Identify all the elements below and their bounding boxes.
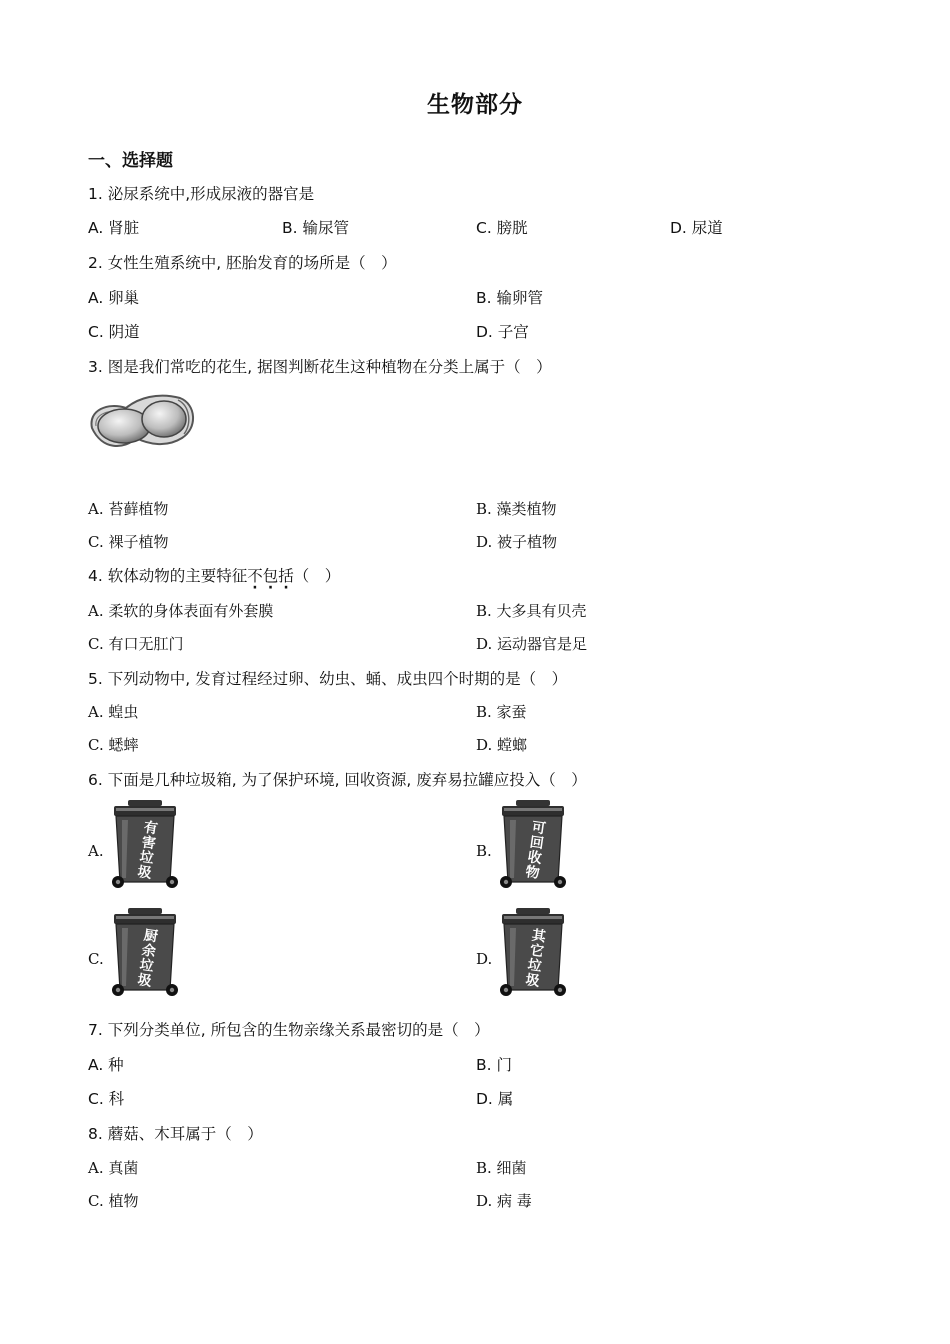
page-title: 生物部分 xyxy=(427,92,523,118)
question-4-option-c: C. 有口无肛门 xyxy=(88,635,184,653)
emphasis-char-2: 包 xyxy=(262,567,279,585)
bin-label-char: 圾 xyxy=(136,864,153,882)
question-7-option-d: D. 属 xyxy=(476,1090,514,1108)
question-5-option-b: B. 家蚕 xyxy=(476,703,527,721)
question-3-option-a: A. 苔藓植物 xyxy=(88,500,169,518)
question-4-stem xyxy=(88,564,340,586)
question-6-stem: 6. 下面是几种垃圾箱, 为了保护环境, 回收资源, 废弃易拉罐应投入（ ） xyxy=(88,771,587,789)
question-2-option-c: C. 阴道 xyxy=(88,323,140,341)
bin-label-char: 可 xyxy=(530,819,547,838)
question-5-option-c: C. 蟋蟀 xyxy=(88,736,139,754)
question-2-stem: 2. 女性生殖系统中, 胚胎发育的场所是（ ） xyxy=(88,254,397,272)
section-heading: 一、选择题 xyxy=(88,151,173,171)
peanut-image xyxy=(86,388,198,454)
trash-bin-other-image xyxy=(496,906,570,1004)
question-8-option-d: D. 病 毒 xyxy=(476,1192,532,1210)
question-2-option-d: D. 子宫 xyxy=(476,323,529,341)
question-6-option-b: B. xyxy=(476,842,492,860)
question-3-option-b: B. 藻类植物 xyxy=(476,500,557,518)
question-2-option-a: A. 卵巢 xyxy=(88,289,140,307)
question-5-stem: 5. 下列动物中, 发育过程经过卵、幼虫、蛹、成虫四个时期的是（ ） xyxy=(88,670,568,688)
question-7-stem: 7. 下列分类单位, 所包含的生物亲缘关系最密切的是（ ） xyxy=(88,1021,490,1039)
bin-label-char: 收 xyxy=(526,849,543,868)
question-6-option-d: D. xyxy=(476,950,493,968)
bin-label-char: 余 xyxy=(140,942,157,961)
bin-label-char: 圾 xyxy=(524,972,541,990)
question-5-option-a: A. 蝗虫 xyxy=(88,703,139,721)
question-7-option-a: A. 种 xyxy=(88,1056,124,1074)
bin-label-char: 厨 xyxy=(142,927,159,946)
emphasis-char-1: 不 xyxy=(247,567,263,585)
bin-label-char: 物 xyxy=(524,864,541,882)
question-1-option-c: C. 膀胱 xyxy=(476,219,528,237)
bin-label-char: 它 xyxy=(528,942,545,961)
question-4-option-d: D. 运动器官是足 xyxy=(476,635,588,653)
question-2-option-b: B. 输卵管 xyxy=(476,289,543,307)
bin-label-char: 垃 xyxy=(138,849,155,868)
question-3-option-d: D. 被子植物 xyxy=(476,533,558,551)
trash-bin-hazardous-image xyxy=(108,798,182,896)
question-4-option-b: B. 大多具有贝壳 xyxy=(476,602,587,620)
question-6-option-a: A. xyxy=(88,842,104,860)
question-8-option-c: C. 植物 xyxy=(88,1192,139,1210)
question-6-option-c: C. xyxy=(88,950,104,968)
question-1-option-d: D. 尿道 xyxy=(670,219,723,237)
emphasis-char-3: 括 xyxy=(278,567,294,585)
trash-bin-recyclable-image xyxy=(496,798,570,896)
bin-label-char: 有 xyxy=(142,819,159,838)
trash-bin-kitchen-image xyxy=(108,906,182,1004)
bin-label-char: 害 xyxy=(140,834,157,853)
question-4-stem-prefix: 4. 软体动物的主要特征 xyxy=(88,567,248,585)
question-4-stem-suffix: （ ） xyxy=(293,567,341,585)
question-4-option-a: A. 柔软的身体表面有外套膜 xyxy=(88,602,274,620)
question-1-stem: 1. 泌尿系统中,形成尿液的器官是 xyxy=(88,185,315,203)
question-8-option-a: A. 真菌 xyxy=(88,1159,139,1177)
bin-label-char: 其 xyxy=(530,927,547,946)
question-7-option-b: B. 门 xyxy=(476,1056,512,1074)
question-1-option-b: B. 输尿管 xyxy=(282,219,349,237)
question-3-stem: 3. 图是我们常吃的花生, 据图判断花生这种植物在分类上属于（ ） xyxy=(88,358,552,376)
question-1-option-a: A. 肾脏 xyxy=(88,219,140,237)
bin-label-char: 回 xyxy=(528,834,545,853)
question-8-option-b: B. 细菌 xyxy=(476,1159,527,1177)
bin-label-char: 垃 xyxy=(138,957,155,976)
question-8-stem: 8. 蘑菇、木耳属于（ ） xyxy=(88,1125,263,1143)
bin-label-char: 圾 xyxy=(136,972,153,990)
question-3-option-c: C. 裸子植物 xyxy=(88,533,169,551)
question-7-option-c: C. 科 xyxy=(88,1090,125,1108)
bin-label-char: 垃 xyxy=(526,957,543,976)
question-5-option-d: D. 螳螂 xyxy=(476,736,528,754)
